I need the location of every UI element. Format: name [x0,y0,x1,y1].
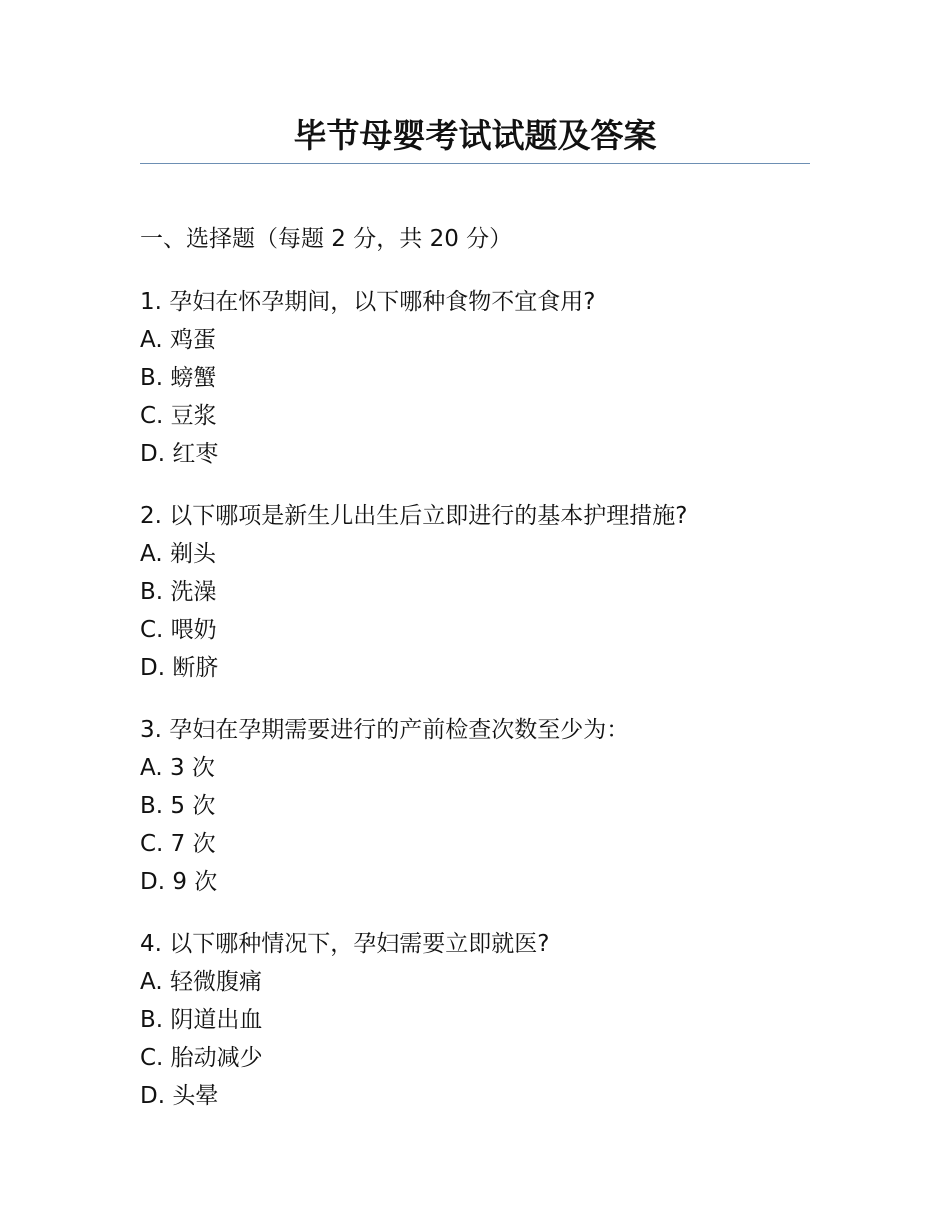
question-stem: 2. 以下哪项是新生儿出生后立即进行的基本护理措施? [140,503,688,529]
option-c: C. 胎动减少 [140,1045,263,1071]
question-2 [140,497,820,687]
option-b: B. 螃蟹 [140,365,217,391]
section-heading: 一、选择题（每题 2 分，共 20 分） [140,226,513,252]
question-1 [140,283,820,473]
option-a: A. 3 次 [140,755,215,781]
question-4 [140,925,820,1115]
title-underline [140,163,810,164]
option-c: C. 喂奶 [140,617,217,643]
question-3 [140,711,820,901]
option-a: A. 轻微腹痛 [140,969,262,995]
option-d: D. 断脐 [140,655,219,681]
option-d: D. 头晕 [140,1083,219,1109]
option-d: D. 红枣 [140,441,219,467]
document-title: 毕节母婴考试试题及答案 [293,116,657,155]
option-c: C. 豆浆 [140,403,217,429]
option-b: B. 阴道出血 [140,1007,263,1033]
option-a: A. 鸡蛋 [140,327,216,353]
option-b: B. 5 次 [140,793,216,819]
question-stem: 1. 孕妇在怀孕期间，以下哪种食物不宜食用? [140,289,596,315]
option-b: B. 洗澡 [140,579,217,605]
question-list [140,283,820,1139]
option-d: D. 9 次 [140,869,218,895]
option-c: C. 7 次 [140,831,216,857]
question-stem: 3. 孕妇在孕期需要进行的产前检查次数至少为： [140,717,630,743]
option-a: A. 剃头 [140,541,216,567]
question-stem: 4. 以下哪种情况下，孕妇需要立即就医? [140,931,550,957]
